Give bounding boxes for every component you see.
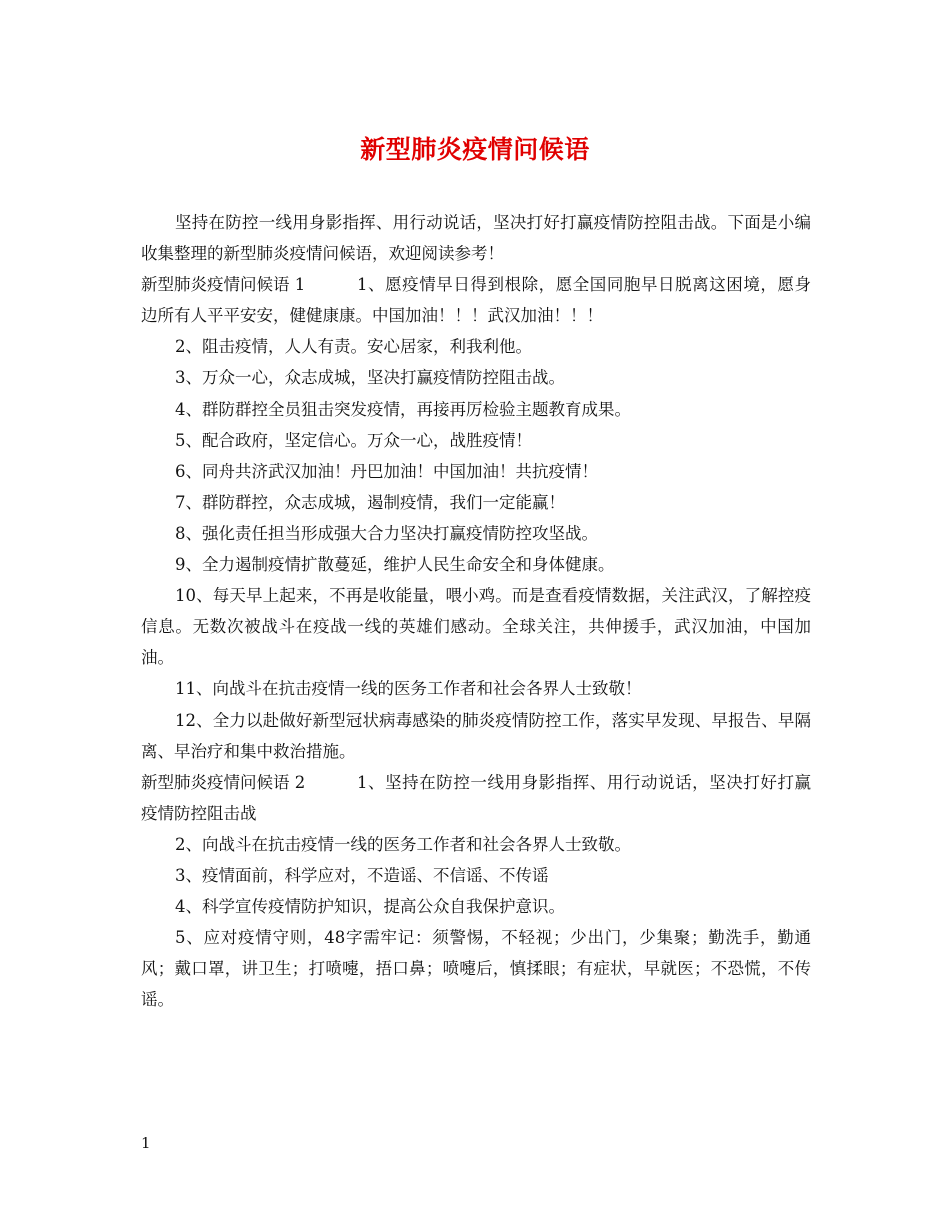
section-2-item-3: 3、疫情面前，科学应对，不造谣、不信谣、不传谣 bbox=[175, 865, 549, 885]
page-number: 1 bbox=[141, 1134, 151, 1152]
section-1-item-9: 9、全力遏制疫情扩散蔓延，维护人民生命安全和身体健康。 bbox=[175, 555, 615, 575]
section-1-item-4: 4、群防群控全员狙击突发疫情，再接再厉检验主题教育成果。 bbox=[175, 399, 631, 419]
section-1-item-11: 11、向战斗在抗击疫情一线的医务工作者和社会各界人士致敬！ bbox=[175, 679, 642, 699]
section-1-paragraph bbox=[141, 269, 811, 331]
section-1-item-12: 12、全力以赴做好新型冠状病毒感染的肺炎疫情防控工作，落实早发现、早报告、早隔离、早治疗和集中救治措施。 bbox=[141, 710, 811, 761]
section-1-item-3: 3、万众一心，众志成城，坚决打赢疫情防控阻击战。 bbox=[175, 368, 565, 388]
section-1-item-6: 6、同舟共济武汉加油！丹巴加油！中国加油！共抗疫情！ bbox=[175, 461, 598, 481]
section-1-item-1: 1、愿疫情早日得到根除，愿全国同胞早日脱离这困境，愿身边所有人平平安安，健健康康。中国加油！！！武汉加油！！！ bbox=[141, 275, 811, 326]
section-1-item-7: 7、群防群控，众志成城，遏制疫情，我们一定能赢！ bbox=[175, 492, 565, 512]
section-1-item-2: 2、阻击疫情，人人有责。安心居家，利我利他。 bbox=[175, 337, 532, 357]
section-2-item-5: 5、应对疫情守则，48字需牢记：须警惕，不轻视；少出门，少集聚；勤洗手，勤通风；戴口罩，讲卫生；打喷嚏，捂口鼻；喷嚏后，慎揉眼；有症状，早就医；不恐慌，不传谣。 bbox=[141, 928, 811, 1010]
intro-paragraph: 坚持在防控一线用身影指挥、用行动说话，坚决打好打赢疫情防控阻击战。下面是小编收集整理的新型肺炎疫情问候语，欢迎阅读参考！ bbox=[141, 213, 811, 264]
document-title: 新型肺炎疫情问候语 bbox=[360, 135, 590, 164]
section-1-heading: 新型肺炎疫情问候语 1 bbox=[141, 275, 306, 295]
section-2-item-4: 4、科学宣传疫情防护知识，提高公众自我保护意识。 bbox=[175, 897, 565, 917]
section-2-heading: 新型肺炎疫情问候语 2 bbox=[141, 772, 306, 792]
section-1-item-8: 8、强化责任担当形成强大合力坚决打赢疫情防控攻坚战。 bbox=[175, 523, 598, 543]
document-body bbox=[141, 207, 811, 1015]
section-1-item-10: 10、每天早上起来，不再是收能量，喂小鸡。而是查看疫情数据，关注武汉，了解控疫信息。无数次被战斗在疫战一线的英雄们感动。全球关注，共伸援手，武汉加油，中国加油。 bbox=[141, 586, 811, 668]
section-2-item-1: 1、坚持在防控一线用身影指挥、用行动说话，坚决打好打赢疫情防控阻击战 bbox=[141, 772, 811, 823]
section-2-paragraph bbox=[141, 767, 811, 829]
section-2-item-2: 2、向战斗在抗击疫情一线的医务工作者和社会各界人士致敬。 bbox=[175, 834, 631, 854]
section-1-item-5: 5、配合政府，坚定信心。万众一心，战胜疫情！ bbox=[175, 430, 532, 450]
